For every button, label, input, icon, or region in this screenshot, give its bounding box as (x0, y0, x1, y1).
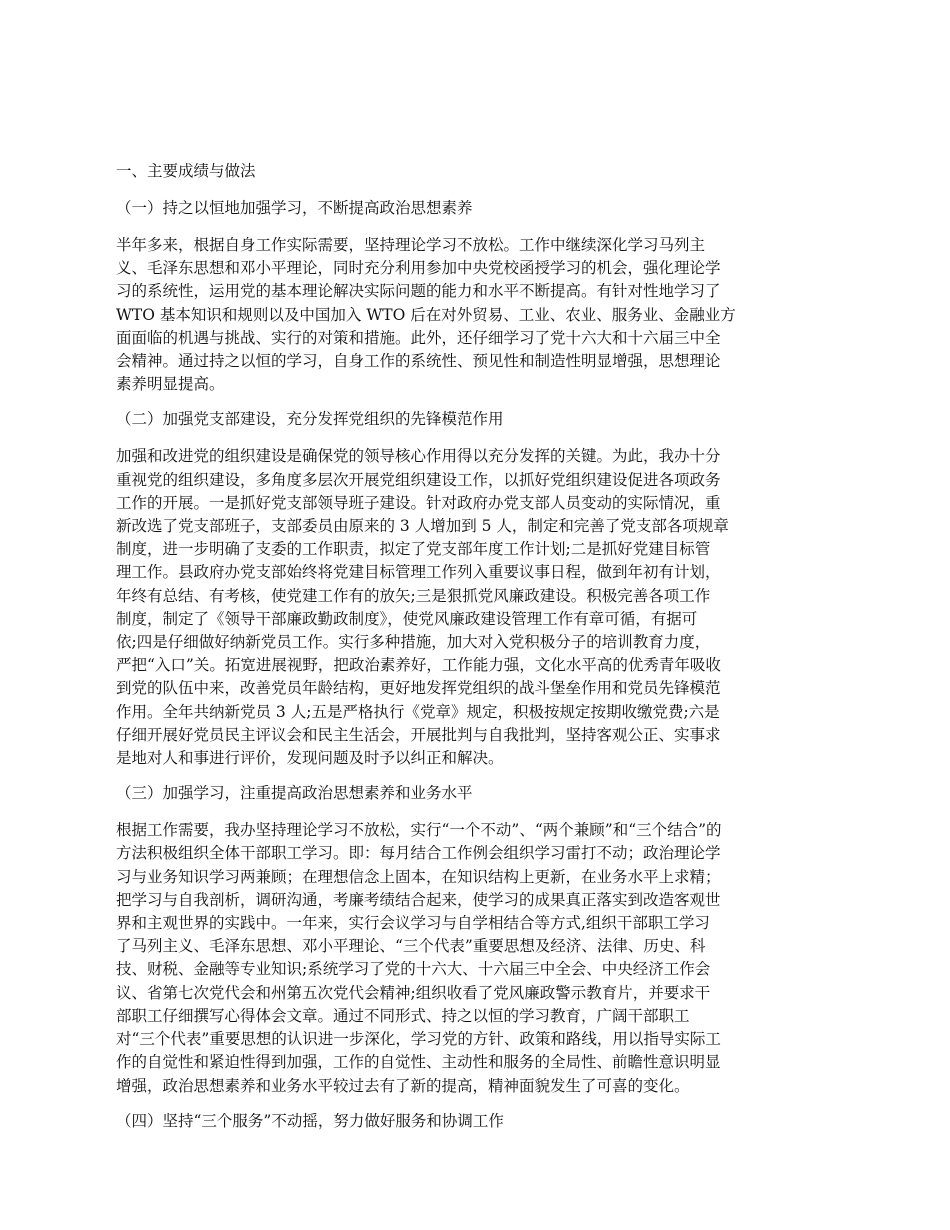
paragraph-line: 会精神。通过持之以恒的学习，自身工作的系统性、预见性和制造性明显增强，思想理论 (116, 352, 721, 371)
paragraph-3 (116, 819, 838, 1097)
paragraph-line: 工作的开展。一是抓好党支部领导班子建设。针对政府办党支部人员变动的实际情况，重 (116, 493, 721, 512)
paragraph-line: 到党的队伍中来，改善党员年龄结构，更好地发挥党组织的战斗堡垒作用和党员先锋模范 (116, 679, 721, 698)
paragraph-line: 新改选了党支部班子，支部委员由原来的 3 人增加到 5 人，制定和完善了党支部各项规章 (116, 517, 729, 536)
paragraph-line: 界和主观世界的实践中。一年来，实行会议学习与自学相结合等方式,组织干部职工学习 (116, 914, 710, 933)
paragraph-2 (116, 445, 838, 770)
paragraph-line: 年终有总结、有考核，使党建工作有的放矢;三是狠抓党风廉政建设。积极完善各项工作 (116, 586, 711, 605)
paragraph-line: 习的系统性，运用党的基本理论解决实际问题的能力和水平不断提高。有针对性地学习了 (116, 282, 721, 301)
paragraph-line: 加强和改进党的组织建设是确保党的领导核心作用得以充分发挥的关键。为此，我办十分 (116, 447, 721, 466)
paragraph-line: 素养明显提高。 (116, 375, 225, 394)
subsection-title-3: （三）加强学习，注重提高政治思想素养和业务水平 (116, 784, 473, 803)
paragraph-line: 把学习与自我剖析，调研沟通，考廉考绩结合起来，使学习的成果真正落实到改造客观世 (116, 890, 721, 909)
paragraph-line: 部职工仔细撰写心得体会文章。通过不同形式、持之以恒的学习教育，广阔干部职工 (116, 1006, 690, 1025)
paragraph-line: 严把“入口”关。拓宽进展视野，把政治素养好，工作能力强，文化水平高的优秀青年吸收 (116, 656, 721, 675)
paragraph-line: 作的自觉性和紧迫性得到加强，工作的自觉性、主动性和服务的全局性、前瞻性意识明显 (116, 1053, 721, 1072)
paragraph-line: 技、财税、金融等专业知识;系统学习了党的十六大、十六届三中全会、中央经济工作会 (116, 960, 711, 979)
paragraph-line: 了马列主义、毛泽东思想、邓小平理论、“三个代表”重要思想及经济、法律、历史、科 (116, 937, 706, 956)
paragraph-line: 议、省第七次党代会和州第五次党代会精神;组织收看了党风廉政警示教育片，并要求干 (116, 983, 711, 1002)
paragraph-line: 增强，政治思想素养和业务水平较过去有了新的提高，精神面貌发生了可喜的变化。 (116, 1076, 690, 1095)
paragraph-line: WTO 基本知识和规则以及中国加入 WTO 后在对外贸易、工业、农业、服务业、金融业方 (116, 305, 736, 324)
paragraph-line: 对“三个代表”重要思想的认识进一步深化，学习党的方针、政策和路线，用以指导实际工 (116, 1030, 721, 1049)
paragraph-line: 方法积极组织全体干部职工学习。即：每月结合工作例会组织学习雷打不动；政治理论学 (116, 844, 721, 863)
paragraph-line: 义、毛泽东思想和邓小平理论，同时充分利用参加中央党校函授学习的机会，强化理论学 (116, 259, 721, 278)
paragraph-line: 半年多来，根据自身工作实际需要，坚持理论学习不放松。工作中继续深化学习马列主 (116, 236, 706, 254)
subsection-title-2: （二）加强党支部建设，充分发挥党组织的先锋模范作用 (116, 410, 504, 429)
paragraph-line: 仔细开展好党员民主评议会和民主生活会，开展批判与自我批判，坚持客观公正、实事求 (116, 725, 721, 744)
paragraph-line: 制度，制定了《领导干部廉政勤政制度》，使党风廉政建设管理工作有章可循，有据可 (116, 609, 698, 628)
paragraph-line: 重视党的组织建设，多角度多层次开展党组织建设工作，以抓好党组织建设促进各项政务 (116, 470, 721, 489)
paragraph-line: 理工作。县政府办党支部始终将党建目标管理工作列入重要议事日程，做到年初有计划， (116, 563, 721, 582)
paragraph-line: 是地对人和事进行评价，发现问题及时予以纠正和解决。 (116, 749, 504, 768)
subsection-title-1: （一）持之以恒地加强学习，不断提高政治思想素养 (116, 199, 473, 217)
paragraph-line: 根据工作需要，我办坚持理论学习不放松，实行“一个不动”、“两个兼顾”和“三个结合”的 (116, 821, 722, 840)
paragraph-line: 作用。全年共纳新党员 3 人;五是严格执行《党章》规定，积极按规定按期收缴党费;六是 (116, 702, 720, 721)
document-page (116, 160, 838, 1147)
paragraph-line: 制度，进一步明确了支委的工作职责，拟定了党支部年度工作计划;二是抓好党建目标管 (116, 540, 711, 559)
section-title: 一、主要成绩与做法 (116, 162, 256, 180)
paragraph-line: 面面临的机遇与挑战、实行的对策和措施。此外，还仔细学习了党十六大和十六届三中全 (116, 328, 721, 347)
paragraph-line: 习与业务知识学习两兼顾；在理想信念上固本，在知识结构上更新，在业务水平上求精； (116, 867, 721, 886)
paragraph-line: 依;四是仔细做好纳新党员工作。实行多种措施，加大对入党积极分子的培训教育力度， (116, 633, 711, 652)
subsection-title-4: （四）坚持“三个服务”不动摇，努力做好服务和协调工作 (116, 1111, 504, 1130)
paragraph-1 (116, 234, 838, 396)
